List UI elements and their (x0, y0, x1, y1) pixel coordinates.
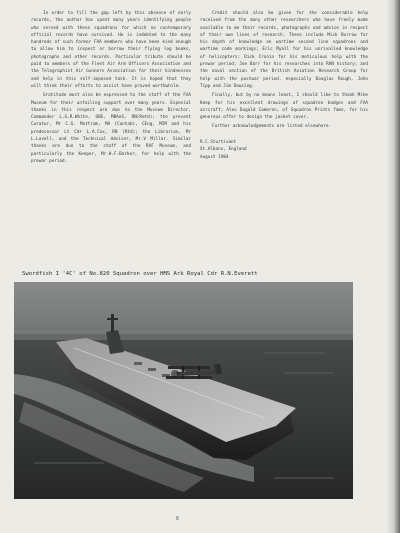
author-name: R.C.Sturtivant (200, 139, 237, 145)
left-text-column (31, 10, 191, 167)
right-text-column (200, 10, 368, 162)
author-place: St.Albans, England (200, 147, 247, 153)
author-date: August 1984 (200, 154, 229, 160)
page-edge-shadow (386, 0, 400, 533)
aircraft-carrier-photo (14, 282, 353, 499)
right-paragraph-3: Further acknowledgements are listed elsewhere. (212, 124, 331, 130)
photo-caption: Swordfish I '4C' of No.820 Squadron over HMS Ark Royal Cdr R.N.Everett (22, 271, 258, 277)
left-paragraph-2: Gratitude must also be expressed to the staff of the FAA Museum for their unfailing support over many years. Especial thanks in this respect are due to the Museum Director, Commander L.G.R.White, OBE, MBAeS, RN(Retd); the present Curator, Mr C.G. Mottram, MA (Cantab), CEng, MIM and his predecessor Lt Cdr L.A.Cox, RN (Rtd); the Librarian, Mr L.Lovell, and the Technical Adviser, Mr.V Millar. Similar thanks are due to the staff of the RAF Museum, and particularly the Keeper, Mr.H.F.Barker, for help with the prewar period. (31, 93, 191, 164)
right-paragraph-2: Finally, but by no means least, I should like to thank Mike Keep for his excellent drawings of squadron badges and FAA aircraft; Alec Dugald Cameron, of Squadron Prints fame, for his generous offer to design the jacket cover. (200, 93, 368, 121)
page-number: 6 (176, 516, 180, 522)
right-paragraph-1: Credit should also be given for the considerable help received from the many other researchers who have freely made available to me their records, photographs and advice in respect of their own lines of research. These include Mick Burrow for his depth of knowledge on wartime second line squadrons and wartime code markings; Eric Myall for his unrivalled knowledge of helicopters; Dick Cronin for his meticulous help with the prewar period; Joe Barr for his researches into RAN history; and the naval section of the British Aviation Research Group for help with the postwar period, especially Douglas Rough, John Tipp and Jim Dowsing. (200, 11, 368, 89)
author-signature-block (200, 139, 368, 162)
carrier-photo-illustration (14, 282, 353, 499)
left-paragraph-1: In order to fill the gap left by this absence of early records, the author has spent many years identifying people who served with these squadrons for which no contemporary official records have survived. He is indebted to the many hundreds of such former FAA members who have been kind enough to allow him to inspect or borrow their flying log books, photographs and other records. Particular tribute should be paid to members of the Fleet Air Arm Officers Association and the Telegraphist Air Gunners Association for their kindnesses and help in this self-imposed task. It is hoped that they will think their efforts to assist have proved worthwhile. (31, 11, 191, 89)
